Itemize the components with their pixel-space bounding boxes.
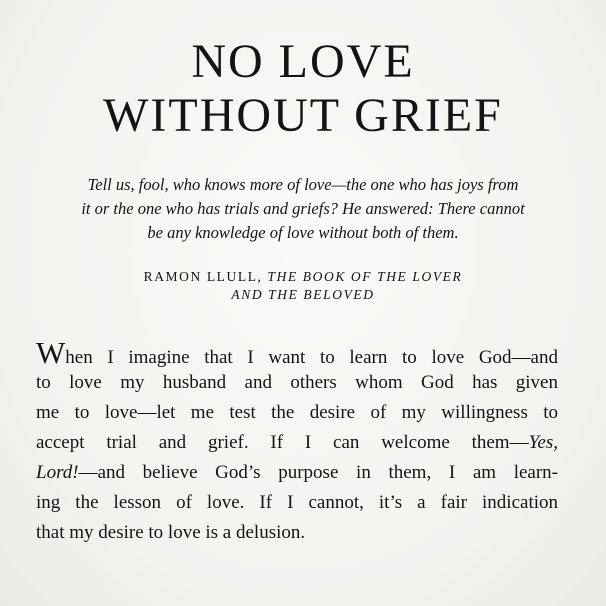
- body-line-4-text: accept trial and grief. If I can welcome them—: [36, 432, 529, 453]
- epigraph-attribution: [0, 268, 606, 304]
- body-line-5-italic: Lord!: [36, 462, 79, 483]
- body-line-5: [36, 458, 558, 488]
- body-paragraph: [36, 335, 558, 548]
- epigraph-quote: [40, 173, 566, 245]
- chapter-title-line-1: NO LOVE: [191, 35, 415, 88]
- body-line-1: [36, 335, 558, 370]
- body-line-5-text: —and believe God’s purpose in them, I am learn-: [78, 462, 558, 483]
- drop-cap: W: [36, 335, 66, 370]
- attribution-book-line-1: THE BOOK OF THE LOVER: [267, 269, 463, 284]
- epigraph-line-1: Tell us, fool, who knows more of love—the one who has joys from: [87, 175, 519, 194]
- epigraph-line-3: be any knowledge of love without both of them.: [147, 223, 459, 242]
- attribution-author: RAMON LLULL,: [143, 269, 263, 284]
- epigraph-line-2: it or the one who has trials and griefs? He answered: There cannot: [81, 199, 525, 218]
- body-line-4: [36, 428, 558, 458]
- body-line-3: me to love—let me test the desire of my willingness to: [36, 402, 558, 423]
- body-line-7: that my desire to love is a delusion.: [36, 522, 306, 543]
- chapter-title-line-2: WITHOUT GRIEF: [103, 89, 503, 142]
- body-line-1-text: hen I imagine that I want to learn to love God—and: [65, 347, 558, 368]
- body-line-6: ing the lesson of love. If I cannot, it’s a fair indication: [36, 492, 558, 513]
- body-line-2: to love my husband and others whom God has given: [36, 372, 558, 393]
- body-line-4-italic: Yes,: [528, 432, 558, 453]
- attribution-book-line-2: AND THE BELOVED: [231, 287, 375, 302]
